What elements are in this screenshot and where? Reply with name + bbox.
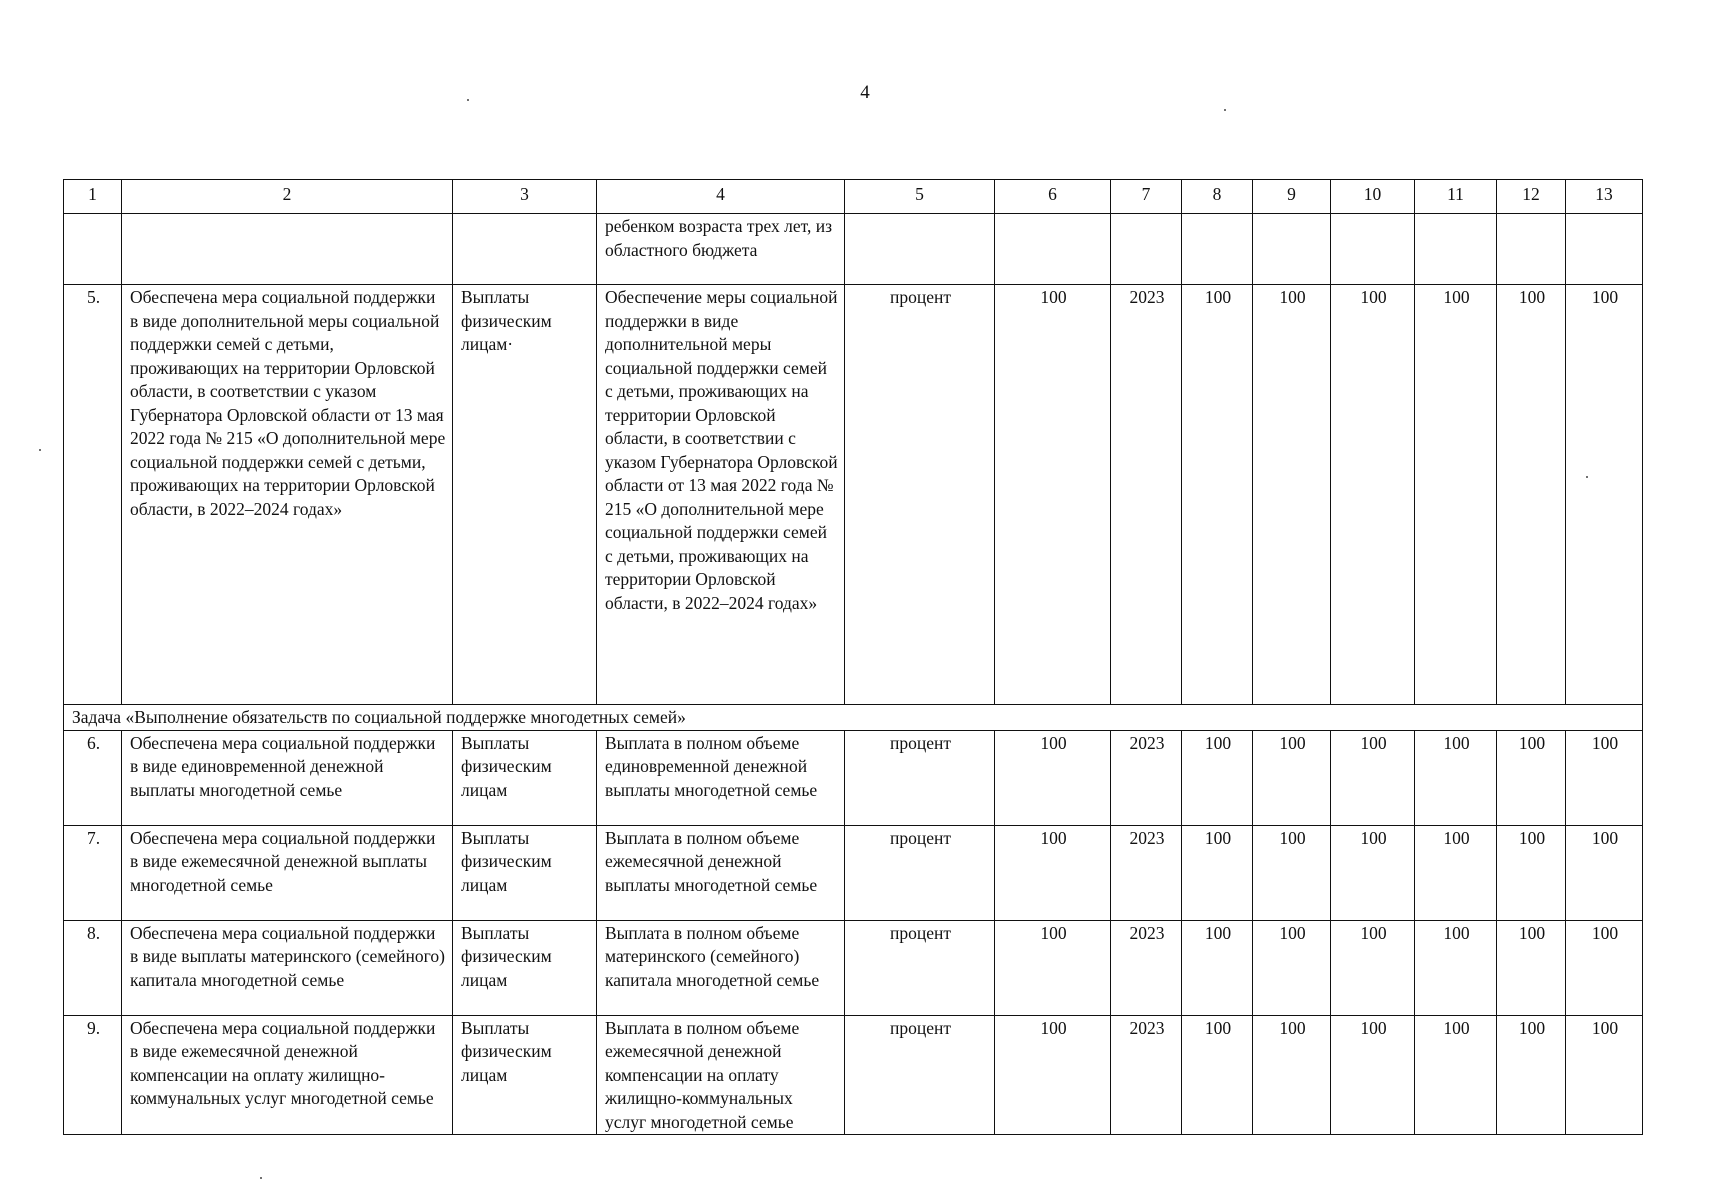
type-cell: Выплаты физическим лицам xyxy=(453,730,597,825)
header-cell: 3 xyxy=(453,180,597,214)
unit-cell: процент xyxy=(845,730,995,825)
type-cell: Выплаты физическим лицам xyxy=(453,920,597,1015)
value-cell: 100 xyxy=(1566,825,1643,920)
row-number: 7. xyxy=(64,825,122,920)
value-cell: 100 xyxy=(1415,730,1497,825)
header-cell: 4 xyxy=(597,180,845,214)
value-cell: 100 xyxy=(1415,1015,1497,1135)
value-cell: 100 xyxy=(1566,920,1643,1015)
value-cell: 100 xyxy=(1415,285,1497,705)
value-cell: 100 xyxy=(1253,285,1331,705)
page-number: 4 xyxy=(860,82,870,103)
base-value-cell: 100 xyxy=(995,730,1111,825)
header-cell: 6 xyxy=(995,180,1111,214)
row-number: 5. xyxy=(64,285,122,705)
value-cell: 100 xyxy=(1566,1015,1643,1135)
table-row xyxy=(64,1015,1643,1135)
value-cell: 100 xyxy=(1566,285,1643,705)
continuation-row xyxy=(64,214,1643,285)
header-cell: 9 xyxy=(1253,180,1331,214)
base-year-cell: 2023 xyxy=(1111,1015,1182,1135)
value-cell: 100 xyxy=(1253,825,1331,920)
task-row xyxy=(64,705,1643,731)
row-number: 8. xyxy=(64,920,122,1015)
scan-speck xyxy=(39,449,41,451)
scan-speck xyxy=(260,1177,262,1179)
value-cell: 100 xyxy=(1497,825,1566,920)
indicator-cell: Выплата в полном объеме ежемесячной денежной выплаты многодетной семье xyxy=(597,825,845,920)
value-cell: 100 xyxy=(1253,1015,1331,1135)
header-cell: 2 xyxy=(122,180,453,214)
unit-cell: процент xyxy=(845,285,995,705)
base-year-cell: 2023 xyxy=(1111,825,1182,920)
unit-cell: процент xyxy=(845,1015,995,1135)
base-value-cell: 100 xyxy=(995,1015,1111,1135)
unit-cell: процент xyxy=(845,920,995,1015)
table-row xyxy=(64,285,1643,705)
base-year-cell: 2023 xyxy=(1111,285,1182,705)
value-cell: 100 xyxy=(1497,285,1566,705)
base-value-cell: 100 xyxy=(995,285,1111,705)
header-cell: 10 xyxy=(1331,180,1415,214)
result-cell: Обеспечена мера социальной поддержки в виде единовременной денежной выплаты многодетной семье xyxy=(122,730,453,825)
base-value-cell: 100 xyxy=(995,825,1111,920)
header-cell: 13 xyxy=(1566,180,1643,214)
unit-cell: процент xyxy=(845,825,995,920)
type-cell: Выплаты физическим лицам xyxy=(453,825,597,920)
result-cell: Обеспечена мера социальной поддержки в виде выплаты материнского (семейного) капитала многодетной семье xyxy=(122,920,453,1015)
value-cell: 100 xyxy=(1415,825,1497,920)
value-cell: 100 xyxy=(1253,730,1331,825)
header-cell: 1 xyxy=(64,180,122,214)
base-value-cell: 100 xyxy=(995,920,1111,1015)
header-cell: 7 xyxy=(1111,180,1182,214)
value-cell: 100 xyxy=(1182,730,1253,825)
header-cell: 12 xyxy=(1497,180,1566,214)
value-cell: 100 xyxy=(1497,1015,1566,1135)
type-cell: Выплаты физическим лицам xyxy=(453,1015,597,1135)
table-row xyxy=(64,730,1643,825)
indicator-cell: Обеспечение меры социальной поддержки в виде дополнительной меры социальной поддержки семей с детьми, проживающих на территории Орловской области, в соответствии с указом Губернатора Орловской области от 13 мая 2022 года № 215 «О дополнительной мере социальной поддержки семей с детьми, проживающих на территории Орловской области, в 2022–2024 годах» xyxy=(597,285,845,705)
indicators-table xyxy=(63,179,1643,1135)
type-cell: Выплаты физическим лицам· xyxy=(453,285,597,705)
value-cell: 100 xyxy=(1415,920,1497,1015)
value-cell: 100 xyxy=(1331,825,1415,920)
result-cell: Обеспечена мера социальной поддержки в виде ежемесячной денежной выплаты многодетной семье xyxy=(122,825,453,920)
header-cell: 11 xyxy=(1415,180,1497,214)
value-cell: 100 xyxy=(1566,730,1643,825)
header-cell: 8 xyxy=(1182,180,1253,214)
scan-speck xyxy=(1224,109,1226,111)
indicator-cell: Выплата в полном объеме единовременной денежной выплаты многодетной семье xyxy=(597,730,845,825)
value-cell: 100 xyxy=(1253,920,1331,1015)
value-cell: 100 xyxy=(1331,920,1415,1015)
row-number: 9. xyxy=(64,1015,122,1135)
value-cell: 100 xyxy=(1182,285,1253,705)
value-cell: 100 xyxy=(1331,730,1415,825)
value-cell: 100 xyxy=(1331,285,1415,705)
indicator-cell: Выплата в полном объеме ежемесячной денежной компенсации на оплату жилищно-коммунальных услуг многодетной семье xyxy=(597,1015,845,1135)
table-row xyxy=(64,825,1643,920)
result-cell: Обеспечена мера социальной поддержки в виде ежемесячной денежной компенсации на оплату жилищно-коммунальных услуг многодетной семье xyxy=(122,1015,453,1135)
base-year-cell: 2023 xyxy=(1111,920,1182,1015)
result-cell: Обеспечена мера социальной поддержки в виде дополнительной меры социальной поддержки семей с детьми, проживающих на территории Орловской области, в соответствии с указом Губернатора Орловской области от 13 мая 2022 года № 215 «О дополнительной мере социальной поддержки семей с детьми, проживающих на территории Орловской области, в 2022–2024 годах» xyxy=(122,285,453,705)
table-row xyxy=(64,920,1643,1015)
task-heading: Задача «Выполнение обязательств по социальной поддержке многодетных семей» xyxy=(64,705,1643,731)
value-cell: 100 xyxy=(1182,920,1253,1015)
row-number: 6. xyxy=(64,730,122,825)
header-row xyxy=(64,180,1643,214)
value-cell: 100 xyxy=(1182,825,1253,920)
header-cell: 5 xyxy=(845,180,995,214)
value-cell: 100 xyxy=(1497,730,1566,825)
scan-speck xyxy=(467,99,469,101)
value-cell: 100 xyxy=(1331,1015,1415,1135)
indicator-cell: ребенком возраста трех лет, из областного бюджета xyxy=(597,214,845,285)
indicator-cell: Выплата в полном объеме материнского (семейного) капитала многодетной семье xyxy=(597,920,845,1015)
base-year-cell: 2023 xyxy=(1111,730,1182,825)
value-cell: 100 xyxy=(1182,1015,1253,1135)
value-cell: 100 xyxy=(1497,920,1566,1015)
